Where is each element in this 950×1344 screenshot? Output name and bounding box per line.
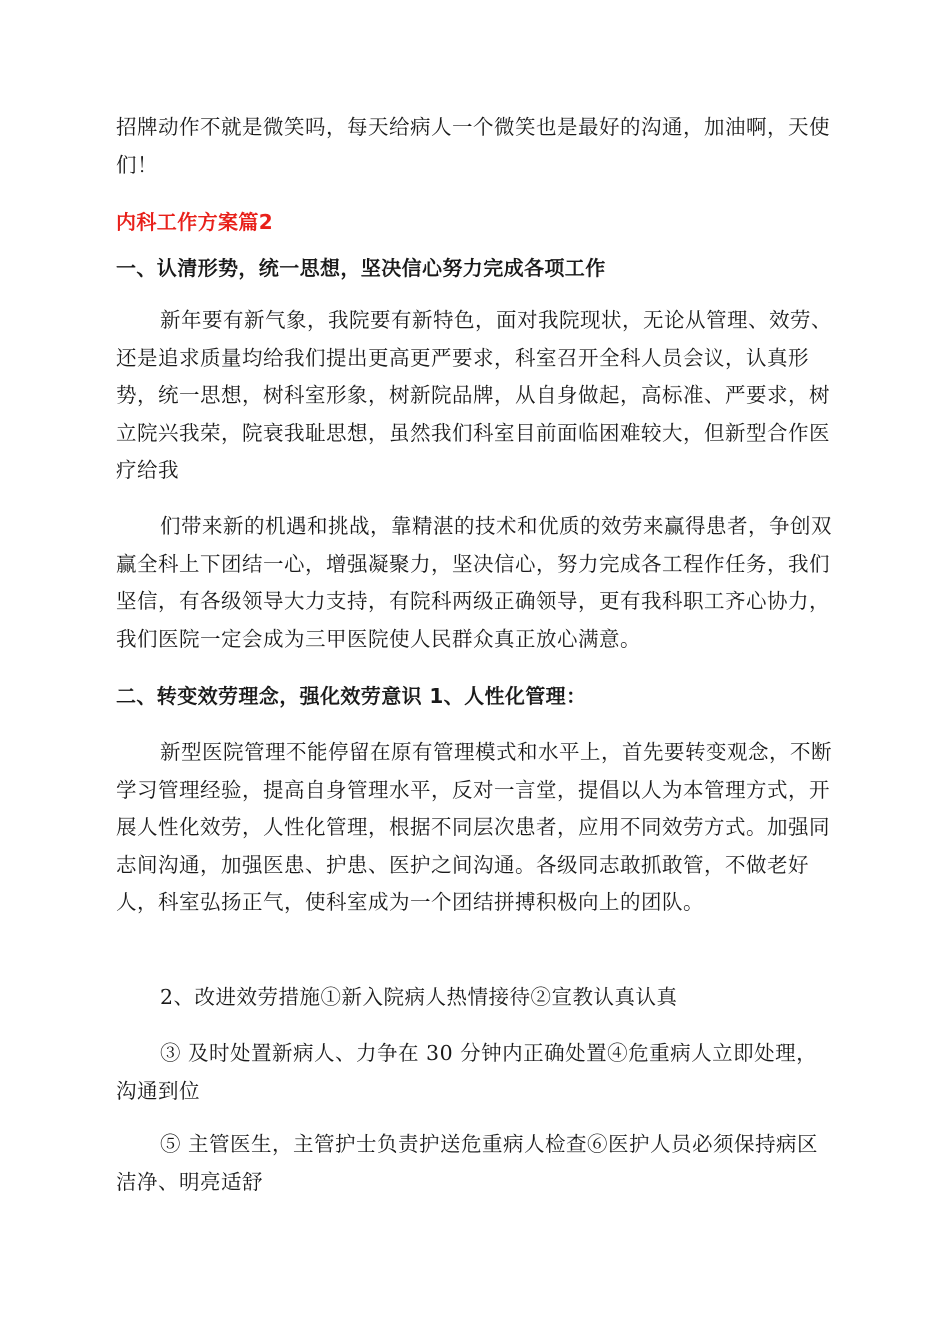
paragraph-3: 新型医院管理不能停留在原有管理模式和水平上，首先要转变观念，不断学习管理经验，提高自身管理水平，反对一言堂，提倡以人为本管理方式，开展人性化效劳，人性化管理，根据不同层次患者，应用不同效劳方式。加强同志间沟通，加强医患、护患、医护之间沟通。各级同志敢抓敢管，不做老好人，科室弘扬正气，使科室成为一个团结拼搏积极向上的团队。 bbox=[116, 740, 832, 915]
paragraph-5: ③ 及时处置新病人、力争在 30 分钟内正确处置④危重病人立即处理，沟通到位 bbox=[116, 1041, 818, 1103]
paragraph-2: 们带来新的机遇和挑战，靠精湛的技术和优质的效劳来赢得患者，争创双赢全科上下团结一心，增强凝聚力，坚决信心，努力完成各工程作任务，我们坚信，有各级领导大力支持，有院科两级正确领导，更有我科职工齐心协力，我们医院一定会成为三甲医院使人民群众真正放心满意。 bbox=[116, 514, 832, 651]
paragraph-4: 2、改进效劳措施①新入院病人热情接待②宣教认真认真 bbox=[160, 985, 678, 1009]
heading-2: 二、转变效劳理念，强化效劳意识 1、人性化管理： bbox=[116, 684, 587, 708]
heading-1: 一、认清形势，统一思想，坚决信心努力完成各项工作 bbox=[116, 256, 606, 280]
section-title: 内科工作方案篇2 bbox=[116, 210, 274, 234]
intro-paragraph: 招牌动作不就是微笑吗，每天给病人一个微笑也是最好的沟通，加油啊，天使们！ bbox=[116, 115, 830, 177]
paragraph-1: 新年要有新气象，我院要有新特色，面对我院现状，无论从管理、效劳、还是追求质量均给我们提出更高更严要求，科室召开全科人员会议，认真形势，统一思想，树科室形象，树新院品牌，从自身做起，高标准、严要求，树立院兴我荣，院衰我耻思想，虽然我们科室目前面临困难较大，但新型合作医疗给我 bbox=[116, 308, 832, 483]
paragraph-6: ⑤ 主管医生，主管护士负责护送危重病人检查⑥医护人员必须保持病区洁净、明亮适舒 bbox=[116, 1132, 819, 1194]
